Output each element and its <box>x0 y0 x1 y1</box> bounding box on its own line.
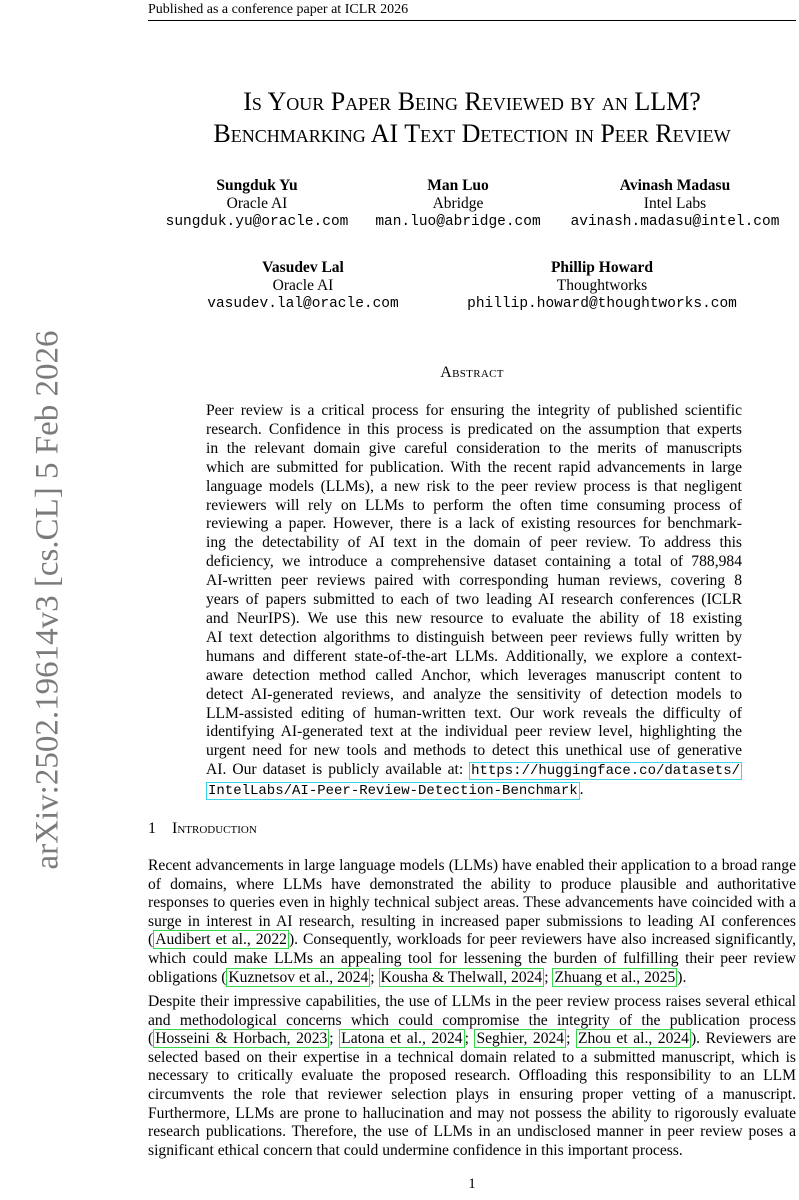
abstract-line-last <box>206 761 742 781</box>
citation-link[interactable]: Kousha & Thelwall, 2024 <box>380 968 543 986</box>
section-number: 1 <box>148 820 156 837</box>
author-affiliation: Oracle AI <box>272 277 334 294</box>
abstract-line: urgent need for new tools and methods to detect this unethical use of generative <box>206 742 742 760</box>
page-number: 1 <box>468 1176 476 1192</box>
section-title: Introduction <box>172 820 257 837</box>
author-affiliation: Thoughtworks <box>556 277 648 294</box>
abstract-heading: Abstract <box>440 364 504 381</box>
citation-link[interactable]: Hosseini & Horbach, 2023 <box>155 1030 328 1048</box>
author-affiliation: Intel Labs <box>643 195 707 212</box>
author-3 <box>560 177 790 231</box>
abstract-line: LLM-assisted editing of human-written text. Our work reveals the difficulty of <box>206 704 742 722</box>
abstract-line-final <box>206 781 742 801</box>
arxiv-identifier: arXiv:2502.19614v3 [cs.CL] 5 Feb 2026 <box>29 330 66 870</box>
para-text: ; <box>544 968 553 986</box>
author-1 <box>157 177 357 231</box>
para-text: ). Reviewers are selected based on their expertise in a technical domain related to a submitted manuscript, which is necessary to critically evaluate the proposed research. Offloading this responsibility to an LLM circumvents the role that reviewer selection plays in ensuring proper vetting of a manuscript. Furthermore, LLMs are prone to hallucination and may not possess the ability to rigorously evaluate research publications. Therefore, the use of LLMs in an undisclosed manner in peer review poses a significant ethical concern that could undermine confidence in this important process. <box>148 1030 796 1159</box>
abstract-line: and NeurIPS). We use this new resource to evaluate the ability of 18 existing <box>206 609 742 627</box>
abstract-line: AI text detection algorithms to distinguish between peer reviews fully written by <box>206 628 742 646</box>
abstract-line: Peer review is a critical process for ensuring the integrity of published scientific <box>206 402 742 419</box>
abstract-line: identifying AI-generated text at the individual peer review level, highlighting the <box>206 723 742 741</box>
abstract-line: humans and different state-of-the-art LLMs. Additionally, we explore a context- <box>206 647 742 665</box>
section-heading <box>148 820 257 838</box>
dataset-link-part-1[interactable]: https://huggingface.co/datasets/ <box>471 763 740 780</box>
abstract-line: which are submitted for publication. With the recent rapid advancements in large <box>206 458 742 476</box>
citation-link[interactable]: Zhuang et al., 2025 <box>554 968 676 986</box>
citation-link[interactable]: Seghier, 2024 <box>476 1030 565 1048</box>
intro-paragraph-2 <box>148 993 796 1160</box>
abstract-line: deficiency, we introduce a comprehensive dataset containing a total of 788,984 <box>206 553 742 571</box>
running-header <box>148 0 796 21</box>
author-2 <box>358 177 558 231</box>
para-text: Despite their impressive capabilities, the use of LLMs in the peer review process raises several ethical and methodological concerns which could compromise the integrity of the publication process ( <box>148 993 796 1048</box>
running-title: Published as a conference paper at ICLR 2026 <box>148 2 409 17</box>
abstract-line: reviewing a paper. However, there is a lack of existing resources for benchmark- <box>206 515 742 533</box>
author-affiliation: Oracle AI <box>226 195 288 212</box>
abstract-line: language models (LLMs), a new risk to the peer review process is that negligent <box>206 477 742 495</box>
abstract-line: research. Confidence in this process is predicated on the assumption that experts <box>206 420 742 438</box>
abstract-line: detect AI-generated reviews, and analyze the sensitivity of detection models to <box>206 685 742 703</box>
author-name: Man Luo <box>427 177 489 194</box>
abstract-line: aware detection method called Anchor, which leverages manuscript content to <box>206 666 742 684</box>
title-line-2: Benchmarking AI Text Detection in Peer Review <box>213 119 731 148</box>
para-text: ; <box>464 1030 475 1048</box>
author-name: Phillip Howard <box>550 259 654 276</box>
author-email[interactable]: avinash.madasu@intel.com <box>570 214 780 230</box>
author-email[interactable]: phillip.howard@thoughtworks.com <box>467 296 737 312</box>
citation-link[interactable]: Latona et al., 2024 <box>341 1030 463 1048</box>
abstract-line: reviewers will rely on LLMs to perform the often time consuming process of <box>206 496 742 514</box>
title-line-1: Is Your Paper Being Reviewed by an LLM? <box>243 87 701 116</box>
para-text: ; <box>370 968 379 986</box>
abstract-line: years of papers submitted to each of two leading AI research conferences (ICLR <box>206 591 742 609</box>
author-email[interactable]: man.luo@abridge.com <box>375 214 541 230</box>
para-text: Recent advancements in large language models (LLMs) have enabled their application to a broad range of domains, where LLMs have demonstrated the ability to produce plausible and authoritative responses to queries even in highly technical subject areas. These advancements have coincided with a surge in interest in AI research, resulting in increased paper submissions to leading AI conferences ( <box>148 857 796 949</box>
para-text: ). <box>677 968 687 986</box>
para-text: ; <box>566 1030 576 1048</box>
author-5 <box>452 259 752 313</box>
para-text: ; <box>329 1030 340 1048</box>
abstract-line: in the relevant domain give careful consideration to the merits of manuscripts <box>206 439 742 457</box>
author-name: Sungduk Yu <box>216 177 298 194</box>
para-text: ). Consequently, workloads for peer reviewers have also increased significantly, which could make LLMs an appealing tool for lessening the burden of fulfilling their peer review obligations ( <box>148 931 796 986</box>
intro-paragraph-1 <box>148 857 796 987</box>
abstract-line: AI-written peer reviews paired with corresponding human reviews, covering 8 <box>206 572 742 590</box>
citation-link[interactable]: Kuznetsov et al., 2024 <box>228 968 369 986</box>
author-email[interactable]: vasudev.lal@oracle.com <box>207 296 399 312</box>
dataset-link-part-2[interactable]: IntelLabs/AI-Peer-Review-Detection-Benchmark <box>208 783 578 800</box>
author-name: Avinash Madasu <box>619 177 731 194</box>
abstract-body <box>206 402 742 801</box>
author-affiliation: Abridge <box>432 195 484 212</box>
abstract-line: ing the detectability of AI text in the domain of peer review. To address this <box>206 534 742 552</box>
author-4 <box>193 259 413 313</box>
citation-link[interactable]: Zhou et al., 2024 <box>577 1030 689 1048</box>
abstract-text: AI. Our dataset is publicly available at: <box>206 761 470 779</box>
citation-link[interactable]: Audibert et al., 2022 <box>155 931 287 949</box>
paper-title <box>148 86 796 150</box>
abstract-period: . <box>579 781 584 799</box>
author-email[interactable]: sungduk.yu@oracle.com <box>165 214 349 230</box>
author-name: Vasudev Lal <box>262 259 344 276</box>
